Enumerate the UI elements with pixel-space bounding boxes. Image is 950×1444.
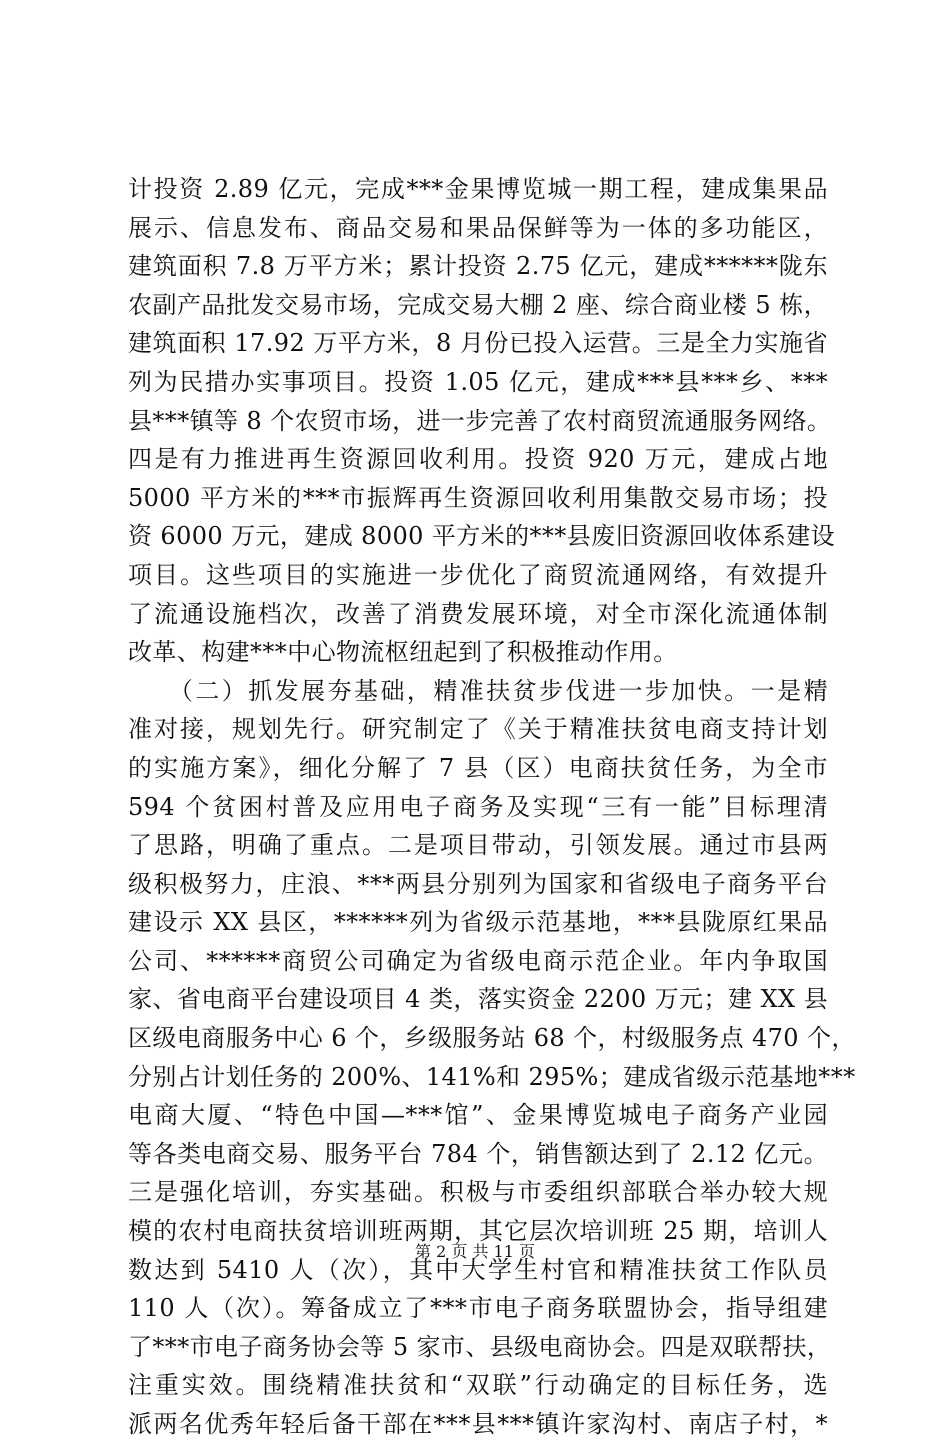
- text-line: 四是有力推进再生资源回收利用。投资 920 万元，建成占地: [128, 445, 828, 474]
- text-line: 数达到 5410 人（次），其中大学生村官和精准扶贫工作队员: [128, 1255, 828, 1284]
- text-line: 改革、构建***中心物流枢纽起到了积极推动作用。: [128, 638, 678, 667]
- text-line: 注重实效。围绕精准扶贫和“双联”行动确定的目标任务，选: [128, 1371, 828, 1400]
- page-number: 第 2 页 共 11 页: [415, 1242, 535, 1261]
- text-line: 区级电商服务中心 6 个，乡级服务站 68 个，村级服务点 470 个，: [128, 1024, 856, 1053]
- text-line: 了***市电子商务协会等 5 家市、县级电商协会。四是双联帮扶，: [128, 1332, 832, 1361]
- text-line: 5000 平方米的***市振辉再生资源回收利用集散交易市场；投: [128, 483, 828, 512]
- text-line: 了思路，明确了重点。二是项目带动，引领发展。通过市县两: [128, 831, 828, 860]
- text-line: 594 个贫困村普及应用电子商务及实现“三有一能”目标理清: [128, 792, 828, 821]
- text-line: 三是强化培训，夯实基础。积极与市委组织部联合举办较大规: [128, 1178, 828, 1207]
- page-footer: [0, 1240, 950, 1264]
- text-line: 模的农村电商扶贫培训班两期，其它层次培训班 25 期，培训人: [128, 1217, 828, 1246]
- text-line: 建设示 XX 县区，******列为省级示范基地，***县陇原红果品: [128, 908, 828, 937]
- text-line: 家、省电商平台建设项目 4 类，落实资金 2200 万元；建 XX 县: [128, 985, 828, 1014]
- text-line: 派两名优秀年轻后备干部在***县***镇许家沟村、南店子村，*: [128, 1410, 828, 1438]
- text-line: 分别占计划任务的 200%、141%和 295%；建成省级示范基地***: [128, 1062, 856, 1091]
- text-line: 了流通设施档次，改善了消费发展环境，对全市深化流通体制: [128, 599, 828, 628]
- text-line: 等各类电商交易、服务平台 784 个，销售额达到了 2.12 亿元。: [128, 1139, 828, 1168]
- text-line: （二）抓发展夯基础，精准扶贫步伐进一步加快。一是精: [128, 676, 828, 705]
- text-line: 项目。这些项目的实施进一步优化了商贸流通网络，有效提升: [128, 560, 828, 589]
- text-line: 列为民措办实事项目。投资 1.05 亿元，建成***县***乡、***: [128, 367, 828, 396]
- text-line: 准对接，规划先行。研究制定了《关于精准扶贫电商支持计划: [128, 715, 828, 744]
- text-line: 的实施方案》，细化分解了 7 县（区）电商扶贫任务，为全市: [128, 753, 828, 782]
- text-line: 计投资 2.89 亿元，完成***金果博览城一期工程，建成集果品: [128, 175, 828, 203]
- text-line: 建筑面积 17.92 万平方米，8 月份已投入运营。三是全力实施省: [128, 329, 828, 358]
- text-line: 110 人（次）。筹备成立了***市电子商务联盟协会，指导组建: [128, 1294, 828, 1323]
- text-line: 资 6000 万元，建成 8000 平方米的***县废旧资源回收体系建设: [128, 522, 836, 551]
- text-line: 电商大厦、“特色中国—***馆”、金果博览城电子商务产业园: [128, 1101, 828, 1130]
- text-line: 农副产品批发交易市场，完成交易大棚 2 座、综合商业楼 5 栋，: [128, 290, 828, 319]
- text-line: 县***镇等 8 个农贸市场，进一步完善了农村商贸流通服务网络。: [128, 406, 832, 435]
- text-line: 公司、******商贸公司确定为省级电商示范企业。年内争取国: [128, 946, 828, 975]
- text-line: 级积极努力，庄浪、***两县分别列为国家和省级电子商务平台: [128, 869, 828, 898]
- text-line: 建筑面积 7.8 万平方米；累计投资 2.75 亿元，建成******陇东: [128, 252, 828, 281]
- text-line: 展示、信息发布、商品交易和果品保鲜等为一体的多功能区，: [128, 213, 828, 242]
